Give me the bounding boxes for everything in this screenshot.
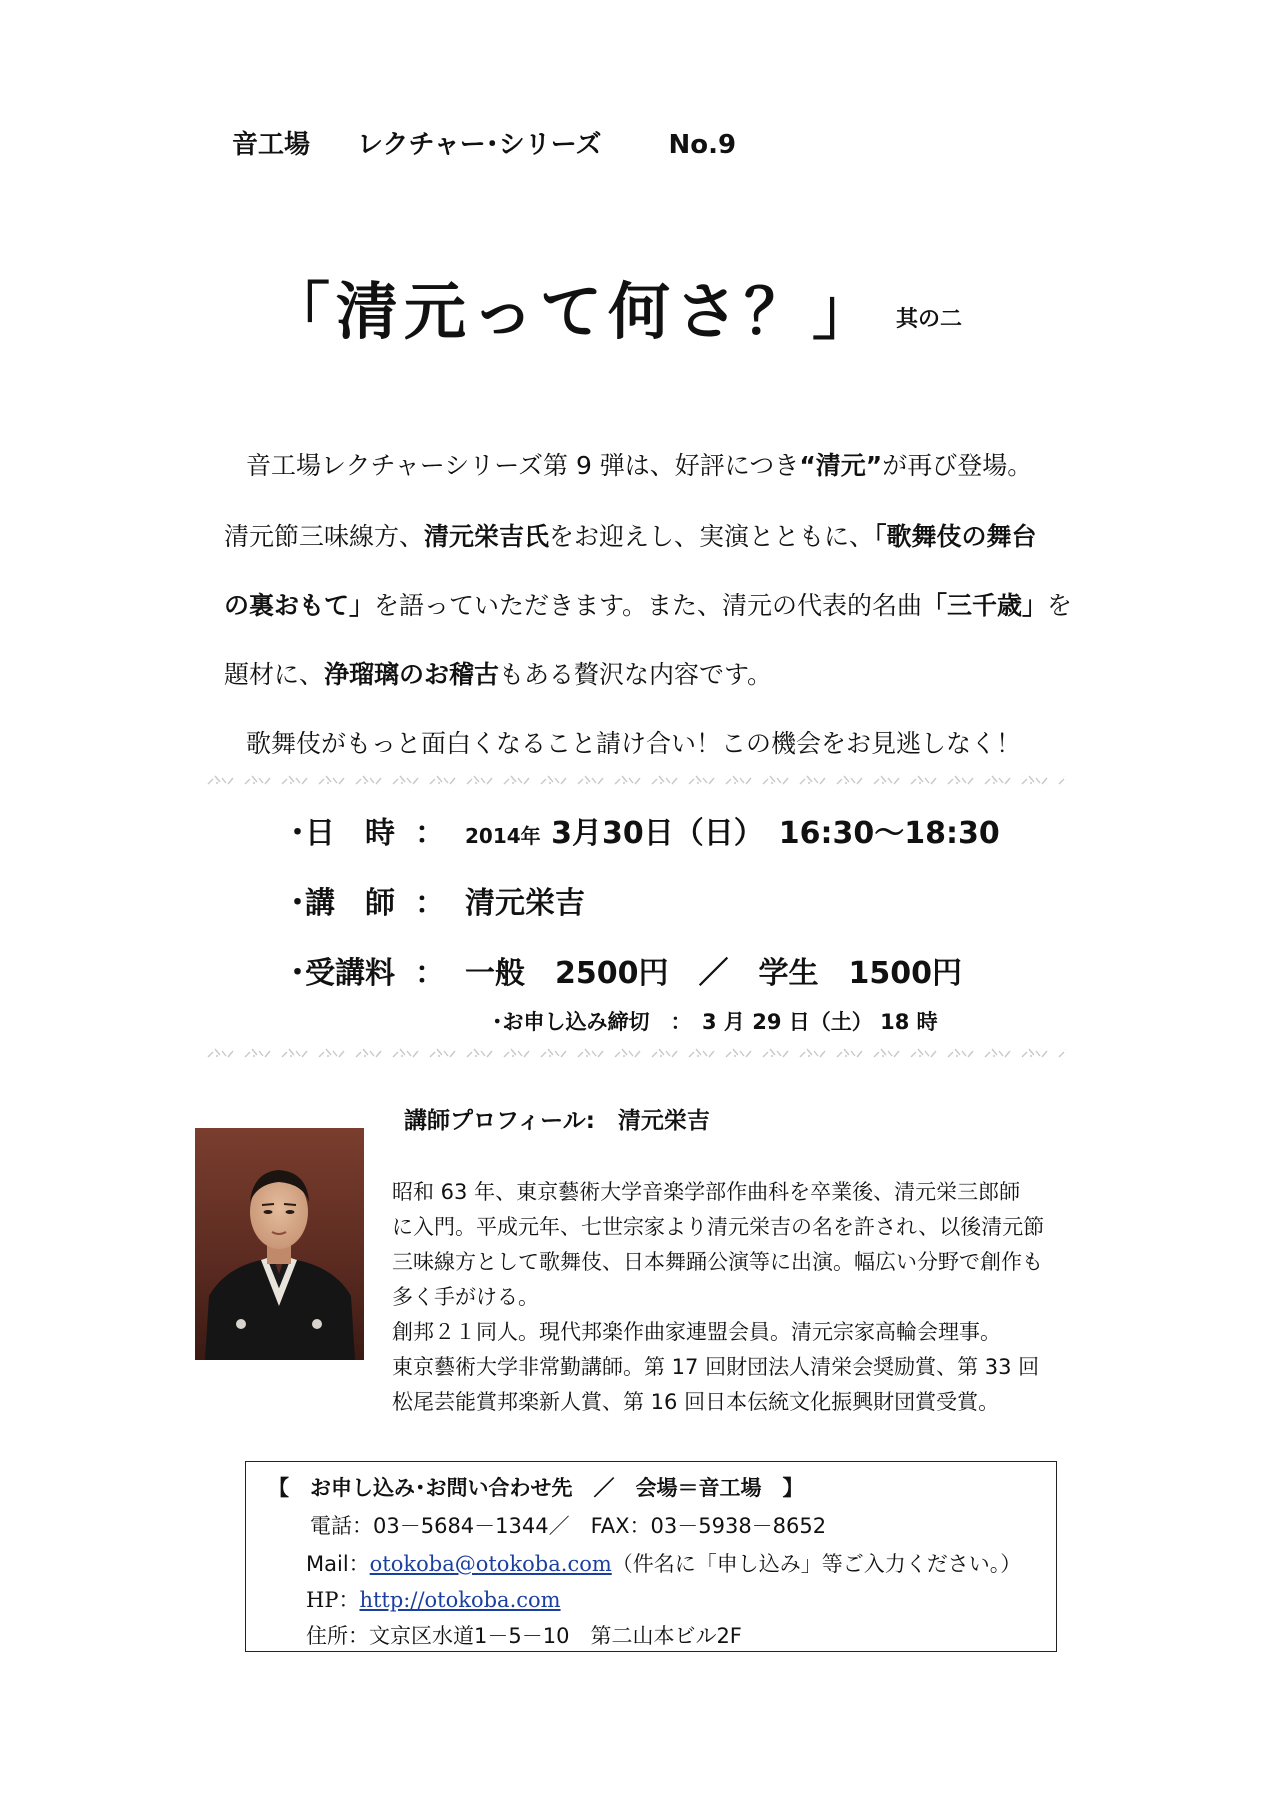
profile-heading: 講師プロフィール: 清元栄吉 — [404, 1108, 710, 1134]
bio-line: 昭和 63 年、東京藝術大学音楽学部作曲科を卒業後、清元栄三郎師 — [392, 1180, 1021, 1204]
intro-text: を語っていただきます。また、清元の代表的名曲 — [374, 591, 923, 620]
bio-line: 三味線方として歌舞伎、日本舞踊公演等に出演。幅広い分野で創作も — [392, 1250, 1043, 1274]
date-label: ･日 時 — [290, 816, 395, 851]
email-link[interactable]: otokoba@otokoba.com — [369, 1552, 612, 1576]
lecturer-portrait-image — [195, 1128, 364, 1360]
intro-highlight: 清元栄吉氏 — [424, 522, 550, 551]
intro-line — [224, 586, 1072, 622]
page-title: 「清元って何さ？」 — [268, 275, 881, 348]
bio-line: 松尾芸能賞邦楽新人賞、第 16 回日本伝統文化振興財団賞受賞。 — [392, 1390, 1000, 1414]
intro-text: 題材に、 — [224, 660, 325, 689]
contact-phone: 電話：03－5684－1344／ FAX：03－5938－8652 — [310, 1514, 827, 1538]
intro-line — [246, 446, 1032, 482]
intro-highlight: 「三千歳」 — [922, 591, 1048, 620]
bio-line: に入門。平成元年、七世宗家より清元栄吉の名を許され、以後清元節 — [392, 1215, 1045, 1239]
intro-text: もある贅沢な内容です。 — [499, 660, 773, 689]
org-name: 音工場 — [232, 130, 311, 160]
fee-label: ･受講料 — [290, 956, 395, 991]
divider-pattern — [206, 1046, 1066, 1060]
bio-line: 東京藝術大学非常勤講師。第 17 回財団法人清栄会奨励賞、第 33 回 — [392, 1355, 1040, 1379]
contact-box — [245, 1461, 1057, 1652]
lecturer-value: 清元栄吉 — [465, 886, 585, 921]
colon: ： — [415, 956, 445, 991]
contact-hp — [306, 1584, 561, 1614]
intro-text: 清元節三味線方、 — [224, 522, 425, 551]
colon: ： — [415, 886, 445, 921]
lecturer-photo — [195, 1128, 364, 1360]
intro-highlight: 「歌舞伎の舞台 — [874, 522, 1037, 551]
intro-line: 歌舞伎がもっと面白くなること請け合い！この機会をお見逃しなく！ — [246, 729, 1022, 758]
intro-highlight: の裏おもて」 — [224, 591, 375, 620]
fee-value: 一般 2500円 ／ 学生 1500円 — [465, 956, 962, 991]
bio-line: 創邦２１同人。現代邦楽作曲家連盟会員。清元宗家高輪会理事。 — [392, 1320, 1001, 1344]
series-name: レクチャー･シリーズ — [357, 130, 602, 160]
contact-heading: 【 お申し込み･お問い合わせ先 ／ 会場＝音工場 】 — [268, 1476, 804, 1500]
series-header — [232, 124, 736, 161]
lecturer-label: ･講 師 — [290, 886, 395, 921]
intro-highlight: 浄瑠璃のお稽古 — [324, 660, 500, 689]
homepage-link[interactable]: http://otokoba.com — [359, 1588, 561, 1612]
contact-mail — [306, 1548, 1021, 1578]
colon: ： — [415, 816, 445, 851]
contact-address: 住所：文京区水道1－5－10 第二山本ビル2F — [306, 1624, 742, 1648]
info-deadline: ･お申し込み締切 ： 3 月 29 日（土） 18 時 — [492, 1010, 938, 1034]
intro-line — [224, 655, 772, 691]
info-fee — [290, 948, 962, 992]
date-value: 3月30日（日） 16:30～18:30 — [551, 816, 1000, 851]
series-number: No.9 — [668, 130, 737, 160]
hp-label: HP： — [306, 1588, 360, 1612]
date-year: 2014年 — [465, 824, 541, 848]
info-date — [290, 808, 1000, 852]
divider-pattern — [206, 773, 1066, 787]
decorative-divider — [206, 1046, 1066, 1060]
intro-highlight: “清元” — [799, 451, 883, 480]
bio-line: 多く手がける。 — [392, 1285, 539, 1309]
mail-label: Mail： — [306, 1552, 370, 1576]
intro-text: 音工場レクチャーシリーズ第 9 弾は、好評につき — [246, 451, 800, 480]
intro-line — [224, 517, 1037, 553]
page-subtitle: 其の二 — [896, 306, 963, 332]
intro-text: を — [1047, 591, 1073, 620]
intro-text: をお迎えし、実演とともに、 — [549, 522, 875, 551]
info-lecturer — [290, 878, 585, 922]
decorative-divider — [206, 773, 1066, 787]
intro-text: が再び登場。 — [882, 451, 1033, 480]
mail-note: （件名に「申し込み」等ご入力ください。） — [611, 1552, 1022, 1576]
